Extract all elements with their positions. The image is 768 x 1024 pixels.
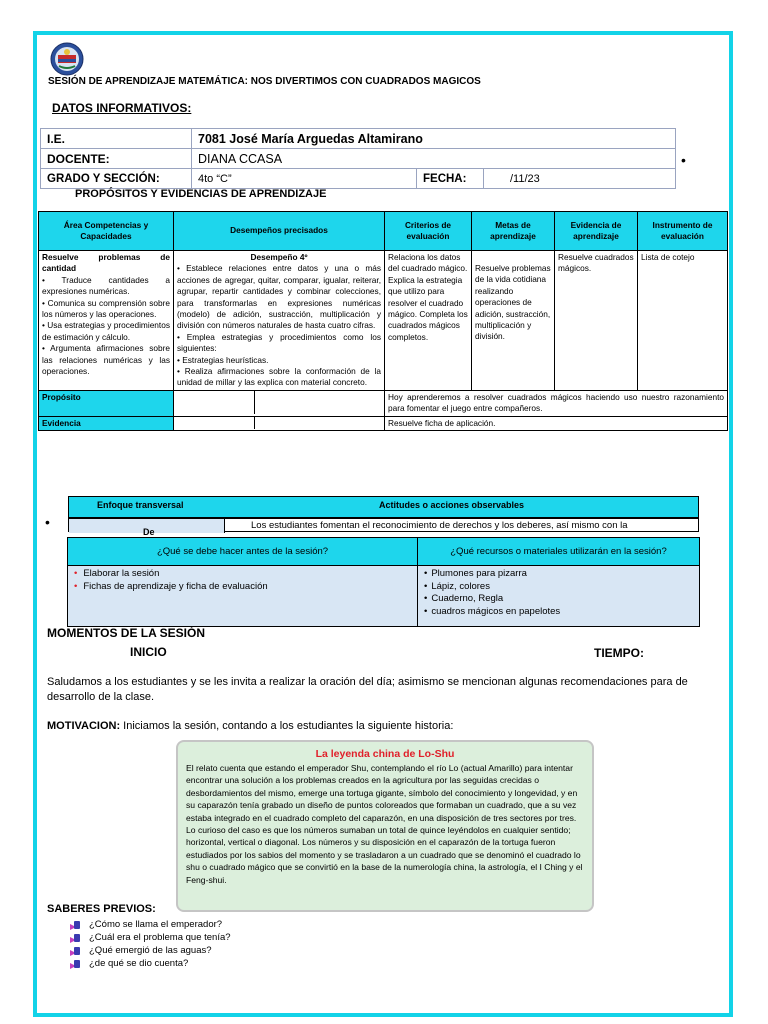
story-paragraph: El relato cuenta que estando el emperador Shu, contemplando el río Lo (actual Amarillo) para intentar encontrar una solución a los problemas creados en la agricultura por las seguidas crecidas o desbordamientos del mismo, emerge una tortuga gigante, símbolo del conocimiento y longevidad, y en su caparazón tenía grabado un diseño de puntos coloreados que formaban un cuadrado, que a su vez estaba integrado en el cuadrado completo del caparazón, en una disposición de tres sectores por tres. (186, 763, 578, 823)
table-row (41, 149, 676, 169)
table-row (39, 251, 728, 391)
question-text: ¿Cuál era el problema que tenía? (89, 932, 231, 943)
ie-value: 7081 José María Arguedas Altamirano (192, 129, 676, 149)
header-metas: Metas de aprendizaje (472, 212, 555, 251)
grado-label: GRADO Y SECCIÓN: (41, 169, 192, 189)
competencia-title: Resuelve problemas de cantidad (42, 252, 170, 274)
table-row (41, 169, 676, 189)
table-header-row (68, 538, 700, 566)
list-item: • Cuaderno, Regla (424, 593, 693, 606)
enfoque-header-left: Enfoque transversal (97, 500, 184, 510)
momentos-heading: MOMENTOS DE LA SESIÓN (47, 626, 206, 640)
antes-header-left: ¿Qué se debe hacer antes de la sesión? (68, 538, 418, 566)
evidencia-label: Evidencia (39, 416, 174, 430)
info-table (40, 128, 676, 189)
motivacion-text: Iniciamos la sesión, contando a los estudiantes la siguiente historia: (120, 720, 454, 732)
header-evidencia: Evidencia de aprendizaje (555, 212, 638, 251)
docente-value: DIANA CCASA (192, 149, 676, 169)
proposito-empty-cell (174, 390, 385, 416)
criterios-cell: Relaciona los datos del cuadrado mágico. Explica la estrategia que utilizo para resolver el cuadrado mágico. Completa los cuadrados mágicos completos. (385, 251, 472, 391)
evidencia-cell: Resuelve cuadrados mágicos. (555, 251, 638, 391)
table-row (39, 390, 728, 416)
grado-value: 4to “C” (192, 169, 417, 189)
competencia-item: • Argumenta afirmaciones sobre las relaciones numéricas y las operaciones. (42, 343, 170, 377)
story-title: La leyenda china de Lo-Shu (315, 748, 455, 760)
fecha-value: /11/23 (484, 169, 676, 189)
saludo-paragraph: Saludamos a los estudiantes y se les invita a realizar la oración del día; asimismo se mencionan algunas recomendaciones para de desarrollo de la clase. (47, 676, 688, 703)
arrow-bullet-icon (70, 946, 82, 956)
arrow-bullet-icon (70, 933, 82, 943)
header-criterios: Criterios de evaluación (385, 212, 472, 251)
inicio-heading: INICIO (130, 645, 167, 659)
evidencia-empty-cell (174, 416, 385, 430)
antes-right-cell (418, 566, 700, 627)
competencias-table (38, 211, 728, 431)
table-header-row (39, 212, 728, 251)
arrow-bullet-icon (70, 959, 82, 969)
enfoque-header (68, 496, 699, 518)
enfoque-header-right: Actitudes o acciones observables (379, 500, 525, 510)
proposito-label: Propósito (39, 390, 174, 416)
enfoque-table (68, 496, 699, 537)
story-box (176, 740, 594, 912)
competencia-item: • Comunica su comprensión sobre los números y las operaciones. (42, 297, 170, 320)
arrow-bullet-icon (70, 920, 82, 930)
desempeno-title: Desempeño 4º (250, 252, 308, 262)
question-text: ¿Cómo se llama el emperador? (89, 919, 223, 930)
evidencia-text: Resuelve ficha de aplicación. (385, 416, 728, 430)
motivacion-label: MOTIVACION: (47, 720, 121, 732)
competencia-item: • Usa estrategias y procedimientos de estimación y cálculo. (42, 320, 170, 342)
saberes-heading: SABERES PREVIOS: (47, 903, 156, 915)
bullet-dot: • (681, 152, 686, 168)
antes-left-cell (68, 566, 418, 627)
enfoque-left-text: De (143, 527, 155, 537)
proposito-text: Hoy aprenderemos a resolver cuadrados mágicos haciendo uso nuestro razonamiento para fomentar el juego entre compañeros. (385, 390, 728, 416)
story-paragraph: Lo curioso del caso es que los números sumaban un total de quince leyéndolos en cualquier sentido; horizontal, vertical o diagonal. Los números y su disposición en el caparazón de la tortuga fueron estudiados por los sabios del momento y se trasladaron a un cuadrado que se denominó el cuadrado lo shu o cuadrado mágico que se convirtió en la base de la numerología china, la astrología, el I Ching y el Feng-shui. (186, 825, 583, 885)
list-item (70, 944, 231, 957)
list-item (70, 931, 231, 944)
desempenos-cell (174, 251, 385, 391)
saberes-list (70, 918, 231, 970)
tiempo-label: TIEMPO: (594, 646, 644, 660)
header-desempenos: Desempeños precisados (174, 212, 385, 251)
desempeno-item: • Emplea estrategias y procedimientos como los siguientes: (177, 331, 381, 354)
list-item (70, 957, 231, 970)
fecha-label: FECHA: (417, 169, 484, 189)
list-item: • cuadros mágicos en papelotes (424, 606, 693, 619)
enfoque-row-text: Los estudiantes fomentan el reconocimiento de derechos y los deberes, así mismo con la (251, 520, 628, 531)
table-row (39, 416, 728, 430)
competencias-cell (39, 251, 174, 391)
antes-header-right: ¿Qué recursos o materiales utilizarán en la sesión? (418, 538, 700, 566)
list-item: • Plumones para pizarra (424, 568, 693, 581)
table-row (41, 129, 676, 149)
header-area: Área Competencias y Capacidades (39, 212, 174, 251)
cell-divider (224, 519, 225, 533)
table-row (68, 566, 700, 627)
datos-heading: DATOS INFORMATIVOS: (52, 101, 192, 115)
antes-sesion-table (67, 537, 700, 627)
instrumento-cell: Lista de cotejo (638, 251, 728, 391)
motivacion-line (47, 720, 453, 732)
list-item: • Fichas de aprendizaje y ficha de evaluación (74, 581, 411, 594)
metas-cell: Resuelve problemas de la vida cotidiana realizando operaciones de adición, sustracción, multiplicación y división. (472, 251, 555, 391)
question-text: ¿de qué se dio cuenta? (89, 958, 189, 969)
list-item: • Lápiz, colores (424, 581, 693, 594)
ie-label: I.E. (41, 129, 192, 149)
header-instrumento: Instrumento de evaluación (638, 212, 728, 251)
school-emblem-icon (50, 42, 84, 76)
enfoque-row (68, 518, 699, 537)
bullet-dot: • (45, 514, 50, 530)
docente-label: DOCENTE: (41, 149, 192, 169)
competencia-item: • Traduce cantidades a expresiones numéricas. (42, 274, 170, 297)
desempeno-item: • Realiza afirmaciones sobre la conformación de la unidad de millar y las explica con material concreto. (177, 366, 381, 388)
list-item: • Elaborar la sesión (74, 568, 411, 581)
desempeno-item: • Estrategias heurísticas. (177, 354, 269, 365)
session-title: SESIÓN DE APRENDIZAJE MATEMÁTICA: NOS DIVERTIMOS CON CUADRADOS MAGICOS (48, 76, 481, 87)
propositos-heading: PROPÓSITOS Y EVIDENCIAS DE APRENDIZAJE (75, 188, 327, 200)
question-text: ¿Qué emergió de las aguas? (89, 945, 212, 956)
list-item (70, 918, 231, 931)
desempeno-item: • Establece relaciones entre datos y una o más acciones de agregar, quitar, comparar, igualar, reiterar, agrupar, repartir cantidades y combinar colecciones, para transformarlas en expresiones numéricas (modelo) de adición, sustracción, multiplicación y división con números naturales de hasta cuatro cifras. (177, 263, 381, 331)
